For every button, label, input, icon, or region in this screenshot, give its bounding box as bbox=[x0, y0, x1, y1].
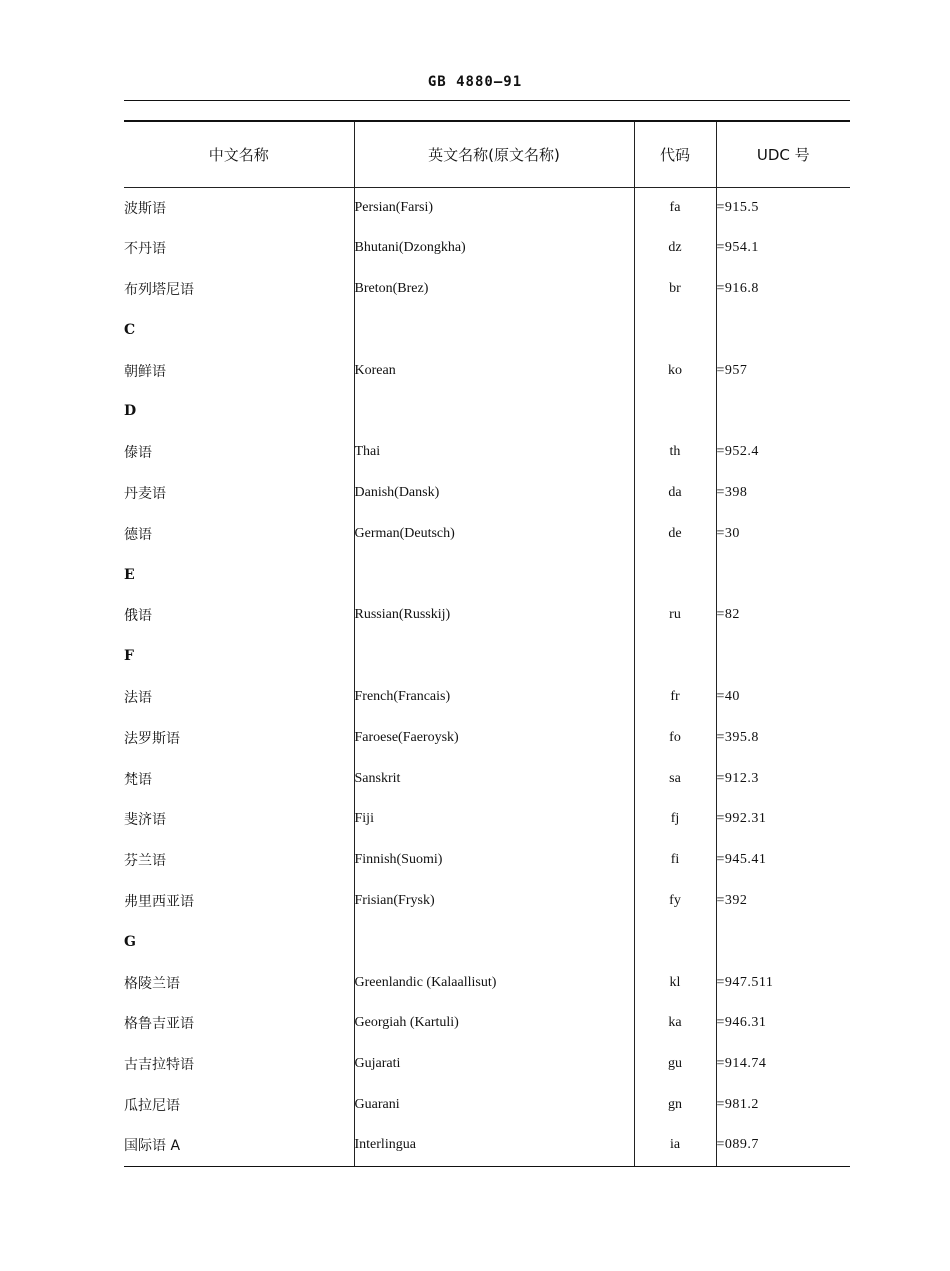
language-code: de bbox=[634, 513, 716, 554]
udc-number: =952.4 bbox=[716, 432, 850, 473]
section-letter: D bbox=[124, 403, 137, 420]
chinese-name: 波斯语 bbox=[124, 200, 166, 217]
header-chinese-name: 中文名称 bbox=[124, 121, 354, 187]
chinese-name: 瓜拉尼语 bbox=[124, 1097, 180, 1114]
section-letter: C bbox=[124, 321, 136, 338]
table-row bbox=[124, 1085, 850, 1126]
language-code: fo bbox=[634, 717, 716, 758]
english-name: Thai bbox=[354, 432, 634, 473]
udc-number: =915.5 bbox=[716, 187, 850, 228]
language-code: kl bbox=[634, 962, 716, 1003]
table-row bbox=[124, 595, 850, 636]
udc-number: =992.31 bbox=[716, 799, 850, 840]
table-row bbox=[124, 473, 850, 514]
chinese-name: 芬兰语 bbox=[124, 853, 166, 870]
table-row bbox=[124, 799, 850, 840]
chinese-name: 格鲁吉亚语 bbox=[124, 1016, 194, 1033]
chinese-name: 格陵兰语 bbox=[124, 975, 180, 992]
english-name: Faroese(Faeroysk) bbox=[354, 717, 634, 758]
table-row bbox=[124, 1125, 850, 1166]
chinese-name: 不丹语 bbox=[124, 241, 166, 258]
header-rule bbox=[124, 100, 850, 101]
chinese-name: 古吉拉特语 bbox=[124, 1057, 194, 1074]
table-row bbox=[124, 269, 850, 310]
english-name: Danish(Dansk) bbox=[354, 473, 634, 514]
chinese-name: 丹麦语 bbox=[124, 485, 166, 502]
english-name: Korean bbox=[354, 350, 634, 391]
chinese-name: 斐济语 bbox=[124, 812, 166, 829]
chinese-name: 法罗斯语 bbox=[124, 730, 180, 747]
english-name: Breton(Brez) bbox=[354, 269, 634, 310]
english-name: German(Deutsch) bbox=[354, 513, 634, 554]
table-row bbox=[124, 881, 850, 922]
english-name: Guarani bbox=[354, 1085, 634, 1126]
udc-number: =914.74 bbox=[716, 1044, 850, 1085]
english-name: Gujarati bbox=[354, 1044, 634, 1085]
udc-number: =395.8 bbox=[716, 717, 850, 758]
chinese-name: 俄语 bbox=[124, 608, 152, 625]
udc-number: =82 bbox=[716, 595, 850, 636]
language-code: fi bbox=[634, 840, 716, 881]
udc-number: =30 bbox=[716, 513, 850, 554]
header-english-name: 英文名称(原文名称) bbox=[354, 121, 634, 187]
standard-number: GB 4880—91 bbox=[427, 74, 523, 90]
language-code: br bbox=[634, 269, 716, 310]
udc-number: =916.8 bbox=[716, 269, 850, 310]
chinese-name: 布列塔尼语 bbox=[124, 281, 194, 298]
udc-number: =947.511 bbox=[716, 962, 850, 1003]
udc-number: =954.1 bbox=[716, 228, 850, 269]
section-letter-row bbox=[124, 636, 850, 677]
language-code: fa bbox=[634, 187, 716, 228]
english-name: Persian(Farsi) bbox=[354, 187, 634, 228]
header-udc: UDC 号 bbox=[716, 121, 850, 187]
udc-number: =398 bbox=[716, 473, 850, 514]
table-row bbox=[124, 513, 850, 554]
english-name: Interlingua bbox=[354, 1125, 634, 1166]
language-code: gu bbox=[634, 1044, 716, 1085]
udc-number: =981.2 bbox=[716, 1085, 850, 1126]
udc-number: =946.31 bbox=[716, 1003, 850, 1044]
chinese-name: 德语 bbox=[124, 526, 152, 543]
table-row bbox=[124, 350, 850, 391]
chinese-name: 傣语 bbox=[124, 445, 152, 462]
english-name: French(Francais) bbox=[354, 677, 634, 718]
chinese-name: 法语 bbox=[124, 689, 152, 706]
udc-number: =945.41 bbox=[716, 840, 850, 881]
table-row bbox=[124, 677, 850, 718]
table-row bbox=[124, 432, 850, 473]
table-header-row bbox=[124, 121, 850, 187]
section-letter: F bbox=[124, 648, 134, 665]
table-row bbox=[124, 758, 850, 799]
language-code: ko bbox=[634, 350, 716, 391]
language-code: ia bbox=[634, 1125, 716, 1166]
language-code: dz bbox=[634, 228, 716, 269]
table-body bbox=[124, 187, 850, 1166]
language-code: gn bbox=[634, 1085, 716, 1126]
english-name: Sanskrit bbox=[354, 758, 634, 799]
english-name: Bhutani(Dzongkha) bbox=[354, 228, 634, 269]
chinese-name: 国际语 A bbox=[124, 1125, 354, 1166]
udc-number: =089.7 bbox=[716, 1125, 850, 1166]
table-row bbox=[124, 962, 850, 1003]
english-name: Russian(Russkij) bbox=[354, 595, 634, 636]
udc-number: =957 bbox=[716, 350, 850, 391]
english-name: Greenlandic (Kalaallisut) bbox=[354, 962, 634, 1003]
table-row bbox=[124, 1003, 850, 1044]
language-code: ru bbox=[634, 595, 716, 636]
table-row bbox=[124, 1044, 850, 1085]
language-code: fy bbox=[634, 881, 716, 922]
table-row bbox=[124, 840, 850, 881]
section-letter: G bbox=[124, 933, 136, 950]
section-letter-row bbox=[124, 921, 850, 962]
section-letter-row bbox=[124, 554, 850, 595]
english-name: Frisian(Frysk) bbox=[354, 881, 634, 922]
english-name: Finnish(Suomi) bbox=[354, 840, 634, 881]
udc-number: =912.3 bbox=[716, 758, 850, 799]
section-letter-row bbox=[124, 391, 850, 432]
section-letter: E bbox=[124, 566, 135, 583]
table-row bbox=[124, 187, 850, 228]
section-letter-row bbox=[124, 309, 850, 350]
language-code: ka bbox=[634, 1003, 716, 1044]
language-code: fj bbox=[634, 799, 716, 840]
chinese-name: 梵语 bbox=[124, 771, 152, 788]
language-code: da bbox=[634, 473, 716, 514]
chinese-name: 弗里西亚语 bbox=[124, 893, 194, 910]
language-code: fr bbox=[634, 677, 716, 718]
chinese-name: 朝鲜语 bbox=[124, 363, 166, 380]
english-name: Fiji bbox=[354, 799, 634, 840]
english-name: Georgiah (Kartuli) bbox=[354, 1003, 634, 1044]
language-code: sa bbox=[634, 758, 716, 799]
language-code: th bbox=[634, 432, 716, 473]
table-row bbox=[124, 228, 850, 269]
udc-number: =40 bbox=[716, 677, 850, 718]
table-row bbox=[124, 717, 850, 758]
header-code: 代码 bbox=[634, 121, 716, 187]
udc-number: =392 bbox=[716, 881, 850, 922]
language-code-table bbox=[124, 120, 850, 1167]
